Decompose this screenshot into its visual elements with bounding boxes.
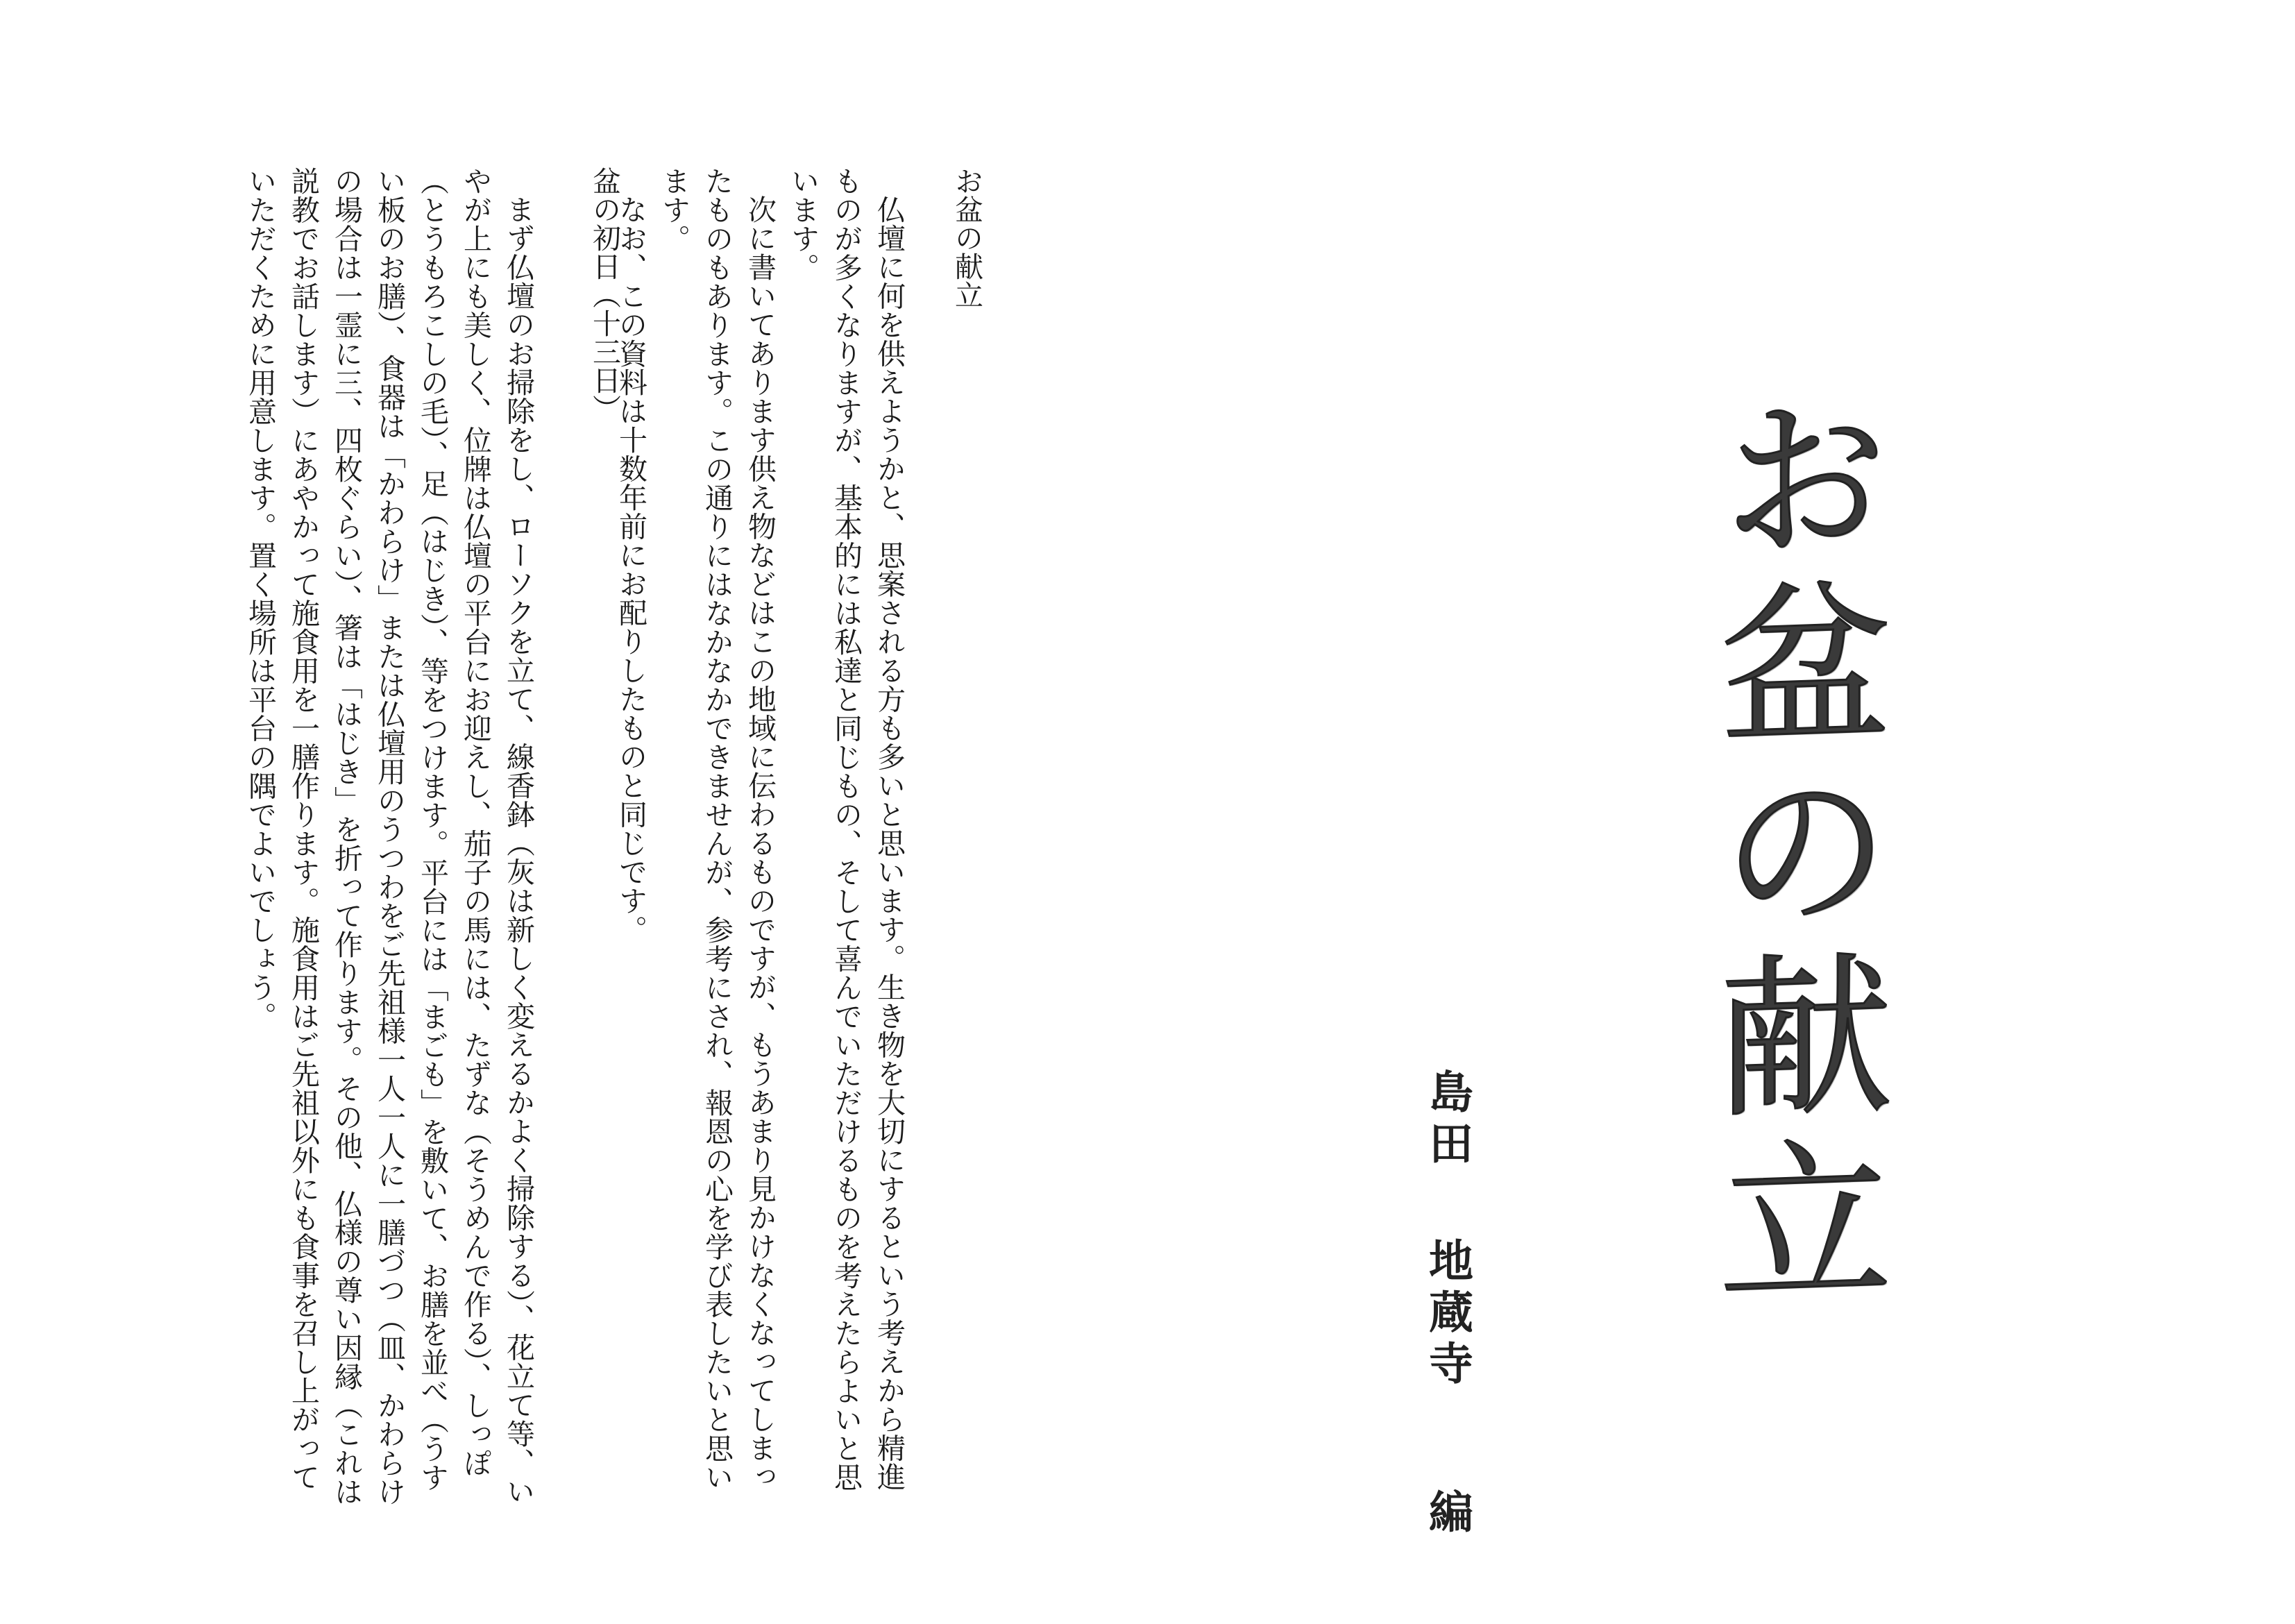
intro-heading: お盆の献立 [950,167,983,309]
day1-heading: 盆の初日（十三日） [588,167,621,423]
author-name: 島田 [1421,1069,1473,1172]
cover-author [1409,1069,1485,1540]
day1-body [221,167,540,1513]
author-temple: 地蔵寺 [1421,1237,1473,1392]
intro-body [614,167,911,1513]
intro-paragraph-2: 次に書いてあります供え物などはこの地域に伝わるものですが、もうあまり見かけなくなってしまったものもあります。この通りにはなかなかできませんが、参考にされ、報恩の心を学び表したいと思います。 [657,167,777,1491]
author-edited-label: 編 [1421,1489,1473,1540]
cover-title: お盆の献立 [1690,384,1892,1323]
day1-paragraph: まず仏壇のお掃除をし、ローソクを立て、線香鉢（灰は新しく変えるかよく掃除する）、花立て等、いやが上にも美しく、位牌は仏壇の平台にお迎えし、茄子の馬には、たずな（そうめんで作る）、しっぽ（とうもろこしの毛）、足（はじき）、等をつけます。平台には「まごも」を敷いて、お膳を並べ（うすい板のお膳）、食器は「かわらけ」または仏壇用のうつわをご先祖様一人一人に一膳づつ（皿、かわらけの場合は一霊に三、四枚ぐらい）、箸は「はじき」を折って作ります。その他、仏様の尊い因縁（これは説教でお話します）にあやかって施食用を一膳作ります。施食用はご先祖以外にも食事を召し上がっていただくために用意します。置く場所は平台の隅でよいでしょう。 [244,167,535,1506]
intro-paragraph-1: 仏壇に何を供えようかと、思案される方も多いと思います。生き物を大切にするという考えから精進ものが多くなりますが、基本的には私達と同じもの、そして喜んでいただけるものを考えたらよいと思います。 [786,167,906,1491]
intro-paragraph-3: なお、この資料は十数年前にお配りしたものと同じです。 [614,195,647,944]
